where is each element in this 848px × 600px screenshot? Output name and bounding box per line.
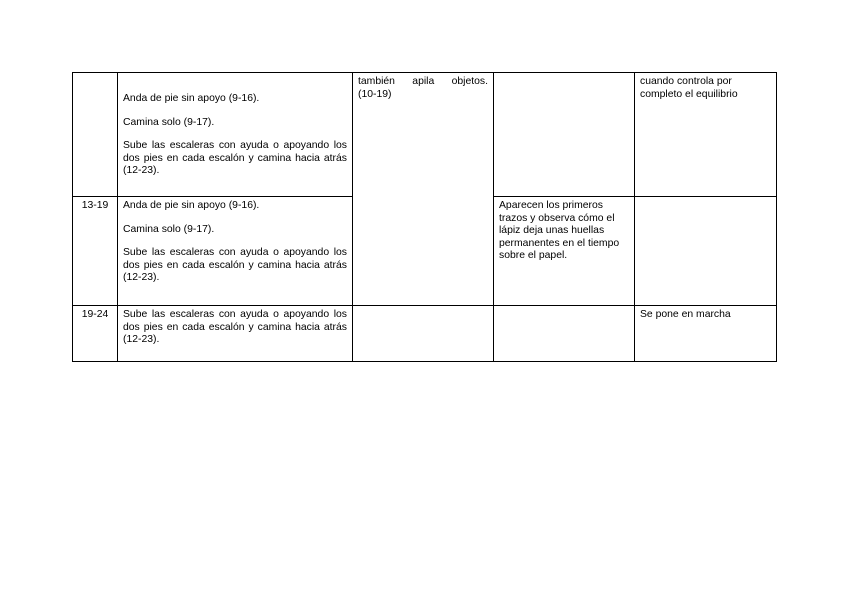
motor-item: Sube las escaleras con ayuda o apoyando los dos pies en cada escalón y camina hacia atrás (12-23). (123, 309, 347, 346)
motor-item: Camina solo (9-17). (123, 116, 215, 128)
age-cell: 19-24 (73, 306, 118, 362)
merged-cell (353, 73, 494, 306)
age-cell (73, 73, 118, 197)
motor-item: Camina solo (9-17). (123, 223, 215, 235)
motor-cell (118, 73, 353, 197)
motor-cell (118, 197, 353, 306)
age-cell: 13-19 (73, 197, 118, 306)
motor-item: Sube las escaleras con ayuda o apoyando los dos pies en cada escalón y camina hacia atrás (12-23). (123, 247, 347, 284)
table-row (73, 306, 777, 362)
motor-item: Anda de pie sin apoyo (9-16). (123, 93, 260, 104)
merged-cell-line2: (10-19) (358, 88, 392, 100)
cell-col5: Se pone en marcha (635, 306, 777, 362)
cell-col5: cuando controla por completo el equilibrio (635, 73, 777, 197)
merged-cell-line1: también apila objetos. (358, 76, 488, 87)
cell-col4: Aparecen los primeros trazos y observa cómo el lápiz deja unas huellas permanentes en el tiempo sobre el papel. (494, 197, 635, 306)
cell-col4 (494, 73, 635, 197)
motor-item: Anda de pie sin apoyo (9-16). (123, 200, 260, 211)
content-table (72, 72, 777, 362)
cell-col4 (494, 306, 635, 362)
motor-cell (118, 306, 353, 362)
table-row (73, 73, 777, 197)
cell-col3 (353, 306, 494, 362)
cell-col5 (635, 197, 777, 306)
motor-item: Sube las escaleras con ayuda o apoyando los dos pies en cada escalón y camina hacia atrás (12-23). (123, 140, 347, 177)
